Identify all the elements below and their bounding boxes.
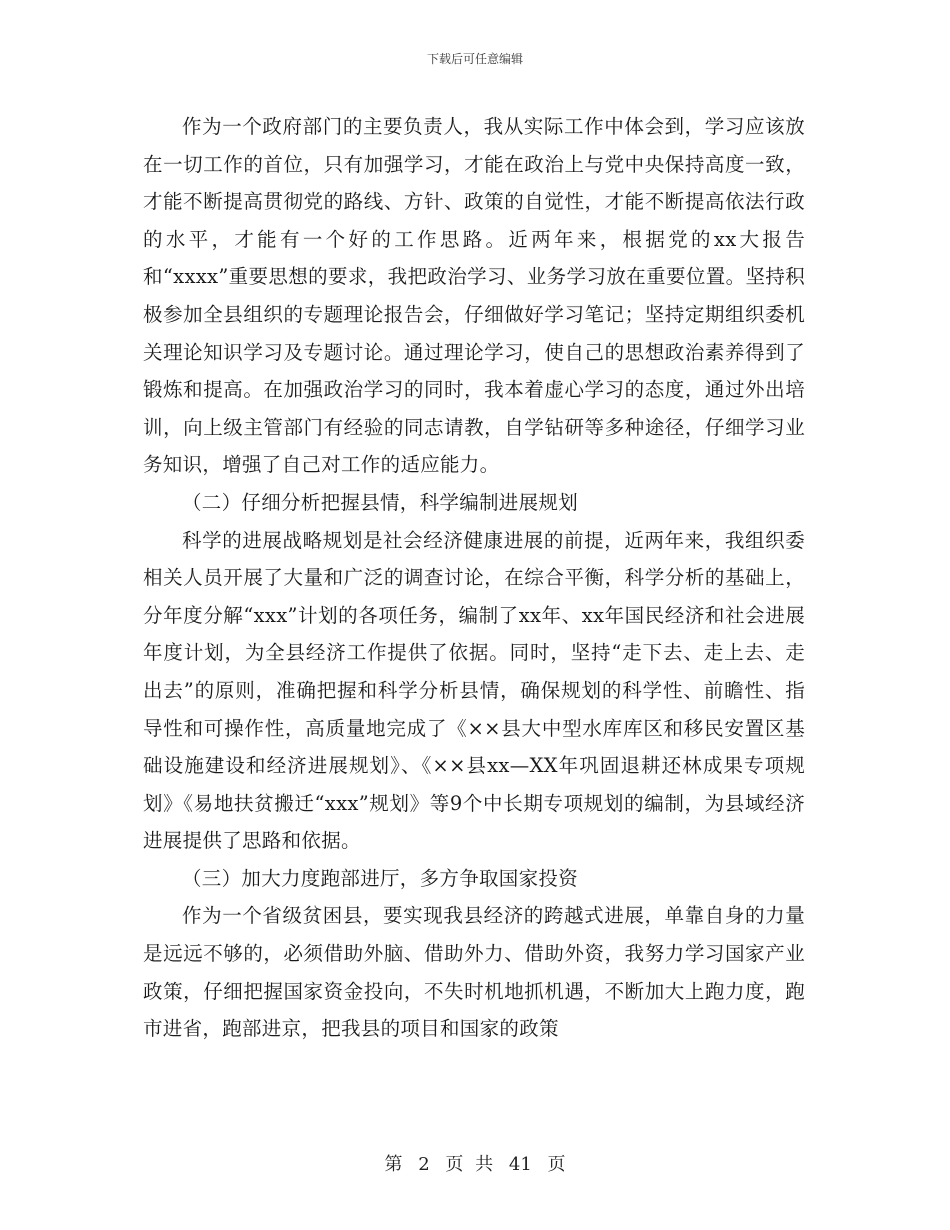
footer-suffix: 页 xyxy=(547,1154,566,1175)
paragraph-investment: 作为一个省级贫困县，要实现我县经济的跨越式进展，单靠自身的力量是远远不够的，必须借助外脑、借助外力、借助外资，我努力学习国家产业政策，仔细把握国家资金投向，不失时机地抓机遇，不断加大上跑力度，跑市进省，跑部进京，把我县的项目和国家的政策 xyxy=(143,904,805,1041)
page-header: 下载后可任意编辑 xyxy=(426,52,523,66)
footer-mid: 页 共 xyxy=(445,1154,494,1175)
page-footer xyxy=(0,1150,950,1176)
footer-total-pages: 41 xyxy=(508,1154,532,1175)
document-body xyxy=(143,108,805,1048)
section-heading-2: （二）仔细分析把握县情，科学编制进展规划 xyxy=(182,490,579,514)
footer-page-number: 2 xyxy=(418,1154,430,1175)
paragraph-study: 作为一个政府部门的主要负责人，我从实际工作中体会到，学习应该放在一切工作的首位，只有加强学习，才能在政治上与党中央保持高度一致，才能不断提高贯彻党的路线、方针、政策的自觉性，才能不断提高依法行政的水平，才能有一个好的工作思路。近两年来，根据党的xx大报告和“xxxx”重要思想的要求，我把政治学习、业务学习放在重要位置。坚持积极参加全县组织的专题理论报告会，仔细做好学习笔记；坚持定期组织委机关理论知识学习及专题讨论。通过理论学习，使自己的思想政治素养得到了锻炼和提高。在加强政治学习的同时，我本着虚心学习的态度，通过外出培训，向上级主管部门有经验的同志请教，自学钻研等多种途径，仔细学习业务知识，增强了自己对工作的适应能力。 xyxy=(143,115,805,477)
footer-prefix: 第 xyxy=(384,1154,403,1175)
paragraph-planning: 科学的进展战略规划是社会经济健康进展的前提，近两年来，我组织委相关人员开展了大量和广泛的调查讨论，在综合平衡，科学分析的基础上，分年度分解“xxx”计划的各项任务，编制了xx年、xx年国民经济和社会进展年度计划，为全县经济工作提供了依据。同时，坚持“走下去、走上去、走出去”的原则，准确把握和科学分析县情，确保规划的科学性、前瞻性、指导性和可操作性，高质量地完成了《××县大中型水库库区和移民安置区基础设施建设和经济进展规划》、《××县xx—XX年巩固退耕还林成果专项规划》《易地扶贫搬迁“xxx”规划》等9个中长期专项规划的编制，为县域经济进展提供了思路和依据。 xyxy=(143,528,805,853)
section-heading-3: （三）加大力度跑部进厅，多方争取国家投资 xyxy=(182,866,579,890)
